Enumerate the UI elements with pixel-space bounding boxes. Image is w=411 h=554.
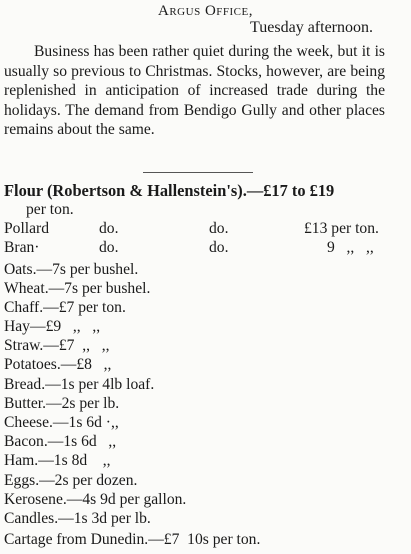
- price-line: Potatoes.—£8 ,,: [4, 356, 112, 373]
- price-line: Straw.—£7 ,, ,,: [4, 337, 110, 354]
- pollard-price: £13 per ton.: [304, 220, 379, 237]
- price-line: Bacon.—1s 6d ,,: [4, 433, 117, 450]
- price-line: Chaff.—£7 per ton.: [4, 299, 126, 316]
- bran-ditto-2: do.: [209, 239, 229, 256]
- pollard-ditto-2: do.: [209, 220, 229, 237]
- bran-price: 9 ,, ,,: [327, 239, 374, 256]
- price-line: Ham.—1s 8d ,,: [4, 452, 111, 469]
- price-line: Wheat.—7s per bushel.: [4, 280, 151, 297]
- price-line: Cartage from Dunedin.—£7 10s per ton.: [4, 531, 261, 548]
- flour-line-continued: per ton.: [26, 201, 74, 218]
- price-line: Hay—£9 ,, ,,: [4, 318, 101, 335]
- office-heading: Argus Office,: [158, 3, 253, 19]
- pollard-item: Pollard: [4, 220, 50, 237]
- price-line: Candles.—1s 3d per lb.: [4, 510, 151, 527]
- dateline: Tuesday afternoon.: [250, 19, 373, 36]
- intro-text: Business has been rather quiet during the week, but it is usually so previous to Christmas. Stocks, however, are being replenished in anticipation of increased trade during the holidays. The demand from Bendigo Gully and other places remains about the same.: [4, 43, 385, 139]
- section-divider: [143, 172, 253, 173]
- price-line: Oats.—7s per bushel.: [4, 261, 139, 278]
- price-line: Kerosene.—4s 9d per gallon.: [4, 491, 187, 508]
- price-line: Butter.—2s per lb.: [4, 395, 120, 412]
- bran-ditto-1: do.: [99, 239, 119, 256]
- flour-line: Flour (Robertson & Hallenstein's).—£17 to £19: [4, 181, 335, 200]
- pollard-ditto-1: do.: [99, 220, 119, 237]
- bran-item: Bran·: [4, 239, 40, 256]
- price-line: Eggs.—2s per dozen.: [4, 472, 138, 489]
- market-report-paragraph: [4, 42, 385, 140]
- price-line: Bread.—1s per 4lb loaf.: [4, 376, 155, 393]
- price-line: Cheese.—1s 6d ·,,: [4, 414, 119, 431]
